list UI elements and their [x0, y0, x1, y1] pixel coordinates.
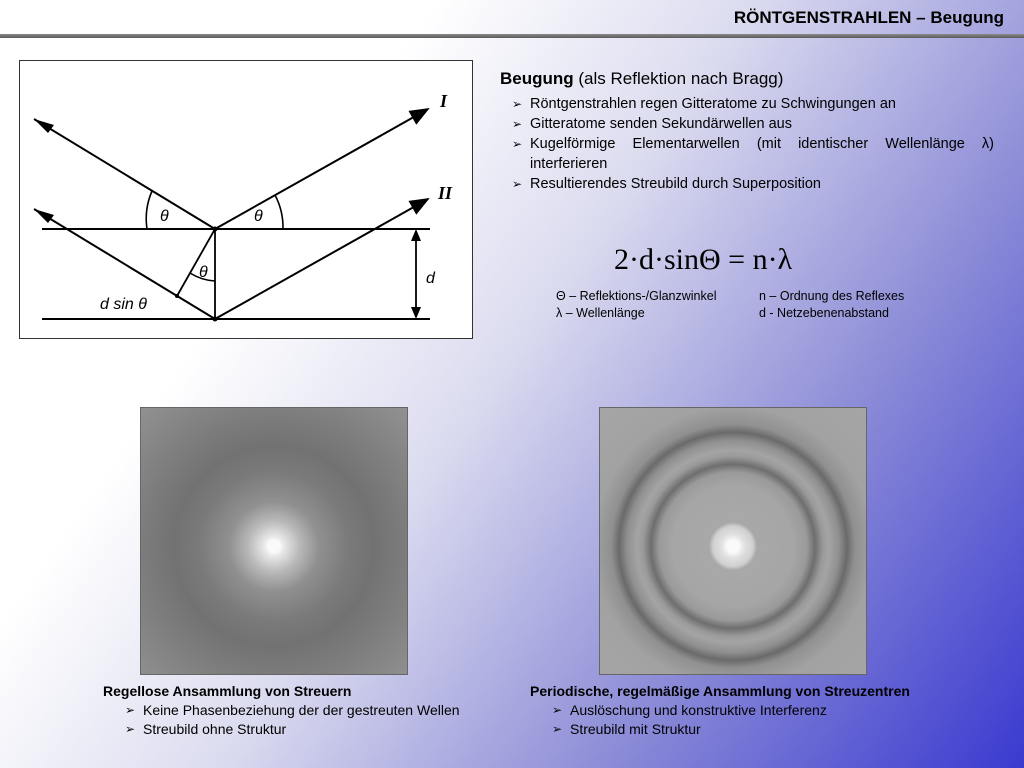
caption-periodic — [530, 682, 910, 739]
bullet-item: ➢ Resultierendes Streubild durch Superposition — [530, 174, 994, 194]
section-heading — [500, 68, 994, 90]
section-heading-bold: Beugung — [500, 69, 574, 88]
caption-bullet: ➢ Auslöschung und konstruktive Interferenz — [570, 701, 910, 720]
slide-title: RÖNTGENSTRAHLEN – Beugung — [733, 8, 1004, 27]
caption-bullet: ➢ Streubild ohne Struktur — [143, 720, 460, 739]
d-arrow-down — [411, 307, 421, 319]
incident-arrow-one — [34, 119, 54, 133]
path-difference-line — [177, 229, 215, 296]
legend-d: d - Netzebenenabstand — [759, 306, 889, 320]
d-arrow-up — [411, 229, 421, 241]
diffraction-image-random — [140, 407, 408, 675]
label-theta-reflected: θ — [254, 208, 263, 225]
diffraction-image-periodic — [599, 407, 867, 675]
reflected-ray-two — [215, 199, 428, 319]
label-ray-two: II — [438, 183, 453, 203]
label-theta-inner: θ — [199, 264, 208, 281]
label-d-sin-theta: d sin θ — [100, 296, 147, 313]
foot-point — [175, 294, 179, 298]
bullet-item: ➢ Kugelförmige Elementarwellen (mit identischer Wellenlänge λ) interferieren — [530, 134, 994, 174]
bragg-explanation — [500, 68, 994, 194]
caption-title: Periodische, regelmäßige Ansammlung von Streuzentren — [530, 683, 910, 699]
bullet-item: ➢ Gitteratome senden Sekundärwellen aus — [530, 114, 994, 134]
scatter-point-top — [213, 227, 218, 232]
bullet-item: ➢ Röntgenstrahlen regen Gitteratome zu Schwingungen an — [530, 94, 994, 114]
section-heading-rest: (als Reflektion nach Bragg) — [573, 69, 784, 88]
caption-bullet: ➢ Streubild mit Struktur — [570, 720, 910, 739]
incident-ray-one — [34, 119, 215, 229]
angle-arc-reflected — [275, 195, 283, 229]
legend-left — [556, 288, 716, 322]
legend-n: n – Ordnung des Reflexes — [759, 289, 905, 303]
caption-bullets — [530, 701, 910, 739]
caption-random — [103, 682, 460, 739]
incident-arrow-two — [34, 209, 54, 223]
section-bullets — [500, 94, 994, 194]
bragg-diagram-svg — [20, 61, 472, 338]
caption-bullet: ➢ Keine Phasenbeziehung der der gestreuten Wellen — [143, 701, 460, 720]
legend-lambda: λ – Wellenlänge — [556, 306, 645, 320]
caption-title: Regellose Ansammlung von Streuern — [103, 683, 352, 699]
reflected-ray-one — [215, 109, 428, 229]
scatter-point-bottom — [213, 317, 218, 322]
label-theta-incident: θ — [160, 208, 169, 225]
label-d: d — [426, 270, 435, 287]
label-ray-one: I — [440, 91, 448, 111]
caption-bullets — [103, 701, 460, 739]
angle-arc-incident — [146, 191, 152, 229]
title-rule — [0, 34, 1024, 38]
legend-right — [759, 288, 904, 322]
bragg-formula: 2·d·sinΘ = n·λ — [614, 243, 793, 276]
legend-theta: Θ – Reflektions-/Glanzwinkel — [556, 289, 717, 303]
bragg-diagram — [19, 60, 473, 339]
